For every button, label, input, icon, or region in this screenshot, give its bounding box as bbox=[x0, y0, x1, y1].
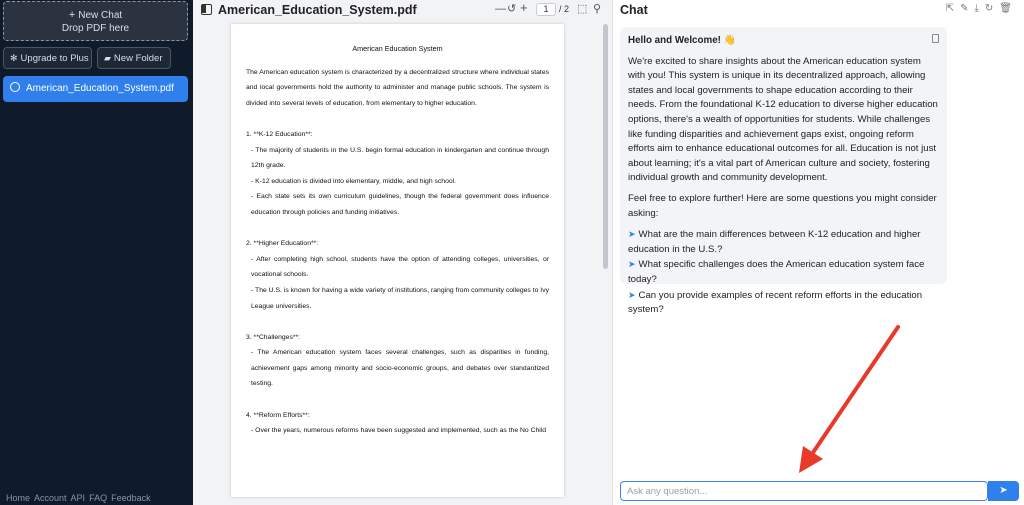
question-input[interactable] bbox=[620, 481, 988, 501]
sparkle-icon: ✻ bbox=[10, 53, 18, 63]
select-tool-icon[interactable]: ⬚ bbox=[577, 3, 588, 15]
doc-section-heading: 1. **K-12 Education**: bbox=[246, 130, 313, 138]
footer-link-feedback[interactable]: Feedback bbox=[111, 493, 151, 503]
doc-section-heading: 2. **Higher Education**: bbox=[246, 240, 319, 248]
doc-section-heading: 3. **Challenges**: bbox=[246, 333, 301, 341]
sidebar-toggle-icon[interactable] bbox=[201, 4, 212, 15]
pdf-page bbox=[231, 24, 564, 497]
pdf-viewer bbox=[193, 0, 613, 505]
suggested-question[interactable]: ➤ Can you provide examples of recent reform efforts in the education system? bbox=[628, 289, 923, 316]
chat-title: Chat bbox=[620, 3, 648, 17]
footer-link-account[interactable]: Account bbox=[34, 493, 67, 503]
page-total: / 2 bbox=[559, 4, 570, 14]
edit-icon[interactable]: ✎ bbox=[960, 3, 969, 14]
new-folder-label: New Folder bbox=[113, 53, 163, 64]
message-prompt: Feel free to explore further! Here are some questions you might consider asking: bbox=[628, 192, 937, 219]
new-chat-dropzone[interactable] bbox=[3, 1, 188, 41]
send-arrow-icon: ➤ bbox=[628, 289, 636, 300]
zoom-in-icon[interactable]: + bbox=[520, 0, 528, 15]
suggested-question[interactable]: ➤ What are the main differences between K-12 education and higher education in the U.S.? bbox=[628, 229, 921, 255]
send-icon: ➤ bbox=[999, 485, 1008, 496]
send-arrow-icon: ➤ bbox=[628, 229, 636, 240]
download-icon[interactable]: ⤓ bbox=[974, 3, 979, 14]
doc-bullet: - The American education system faces several challenges, such as disparities in funding, achievement gaps among minority and socio-economic groups, and debates over standardized testing. bbox=[251, 349, 549, 388]
doc-section-heading: 4. **Reform Efforts**: bbox=[246, 411, 310, 419]
message-body: We're excited to share insights about the American education system with you! This system is unique in its decentralized approach, allowing states and local governments to shape education according to their needs. From the foundational K-12 education to diverse higher education options, there's a wealth of opportunities for students. While challenges like funding disparities and achievement gaps exist, ongoing reform efforts aim to enhance educational outcomes for all. Education is not just about learning; it's a vital part of American culture and society, fostering individual growth and community development. bbox=[628, 55, 938, 184]
trash-icon[interactable]: 🗑 bbox=[999, 3, 1012, 14]
chat-panel bbox=[613, 0, 1024, 505]
zoom-out-icon[interactable]: — bbox=[495, 3, 506, 15]
drop-pdf-hint: Drop PDF here bbox=[61, 23, 130, 34]
share-icon[interactable]: ⇱ bbox=[945, 3, 955, 14]
search-icon[interactable]: ⚲ bbox=[593, 3, 602, 15]
plus-icon: + bbox=[68, 9, 76, 21]
footer-link-faq[interactable]: FAQ bbox=[89, 493, 108, 503]
upgrade-button[interactable] bbox=[3, 47, 92, 69]
upgrade-label: Upgrade to Plus bbox=[20, 53, 89, 64]
file-item-label: American_Education_System.pdf bbox=[26, 83, 174, 94]
doc-intro: The American education system is characterized by a decentralized structure where individual states and local governments hold the authority to administer and manage public schools. The system is divided into several levels of education, from elementary to higher education. bbox=[246, 68, 549, 107]
doc-bullet: - Over the years, numerous reforms have been suggested and implemented, such as the No Child bbox=[251, 427, 547, 435]
doc-bullet: - The majority of students in the U.S. begin formal education in kindergarten and continue through 12th grade. bbox=[251, 146, 549, 170]
pdf-scrollbar[interactable] bbox=[603, 24, 608, 269]
doc-bullet: - Each state sets its own curriculum guidelines, though the federal government does influence education through policies and funding initiatives. bbox=[251, 193, 549, 216]
suggested-question[interactable]: ➤ What specific challenges does the American education system face today? bbox=[628, 259, 925, 285]
greeting: Hello and Welcome! 👋 bbox=[628, 35, 736, 46]
send-button[interactable] bbox=[988, 481, 1019, 501]
footer-link-api[interactable]: API bbox=[70, 493, 86, 503]
assistant-message bbox=[620, 27, 947, 316]
refresh-icon[interactable]: ↻ bbox=[984, 3, 994, 14]
footer-links bbox=[6, 493, 155, 503]
sidebar bbox=[0, 0, 193, 505]
footer-link-home[interactable]: Home bbox=[6, 493, 31, 503]
new-chat-label: New Chat bbox=[78, 10, 123, 21]
new-folder-button[interactable] bbox=[97, 47, 171, 69]
send-arrow-icon: ➤ bbox=[628, 259, 636, 270]
doc-bullet: - K-12 education is divided into elementary, middle, and high school. bbox=[251, 177, 457, 185]
page-number-input[interactable]: 1 bbox=[536, 3, 556, 16]
doc-title: American Education System bbox=[352, 44, 443, 53]
sidebar-file-item[interactable] bbox=[3, 76, 188, 102]
copy-icon[interactable] bbox=[932, 34, 939, 43]
pdf-header bbox=[193, 0, 613, 20]
folder-icon: ▰ bbox=[104, 53, 111, 63]
rotate-icon[interactable]: ↺ bbox=[507, 3, 517, 15]
chat-toolbar bbox=[940, 3, 1012, 14]
chat-bubble-icon bbox=[10, 82, 20, 92]
pdf-title: American_Education_System.pdf bbox=[218, 3, 417, 17]
doc-bullet: - After completing high school, students have the option of attending colleges, universities, or vocational schools. bbox=[251, 255, 549, 279]
doc-bullet: - The U.S. is known for having a wide variety of institutions, ranging from community colleges to Ivy League universities. bbox=[251, 286, 549, 310]
